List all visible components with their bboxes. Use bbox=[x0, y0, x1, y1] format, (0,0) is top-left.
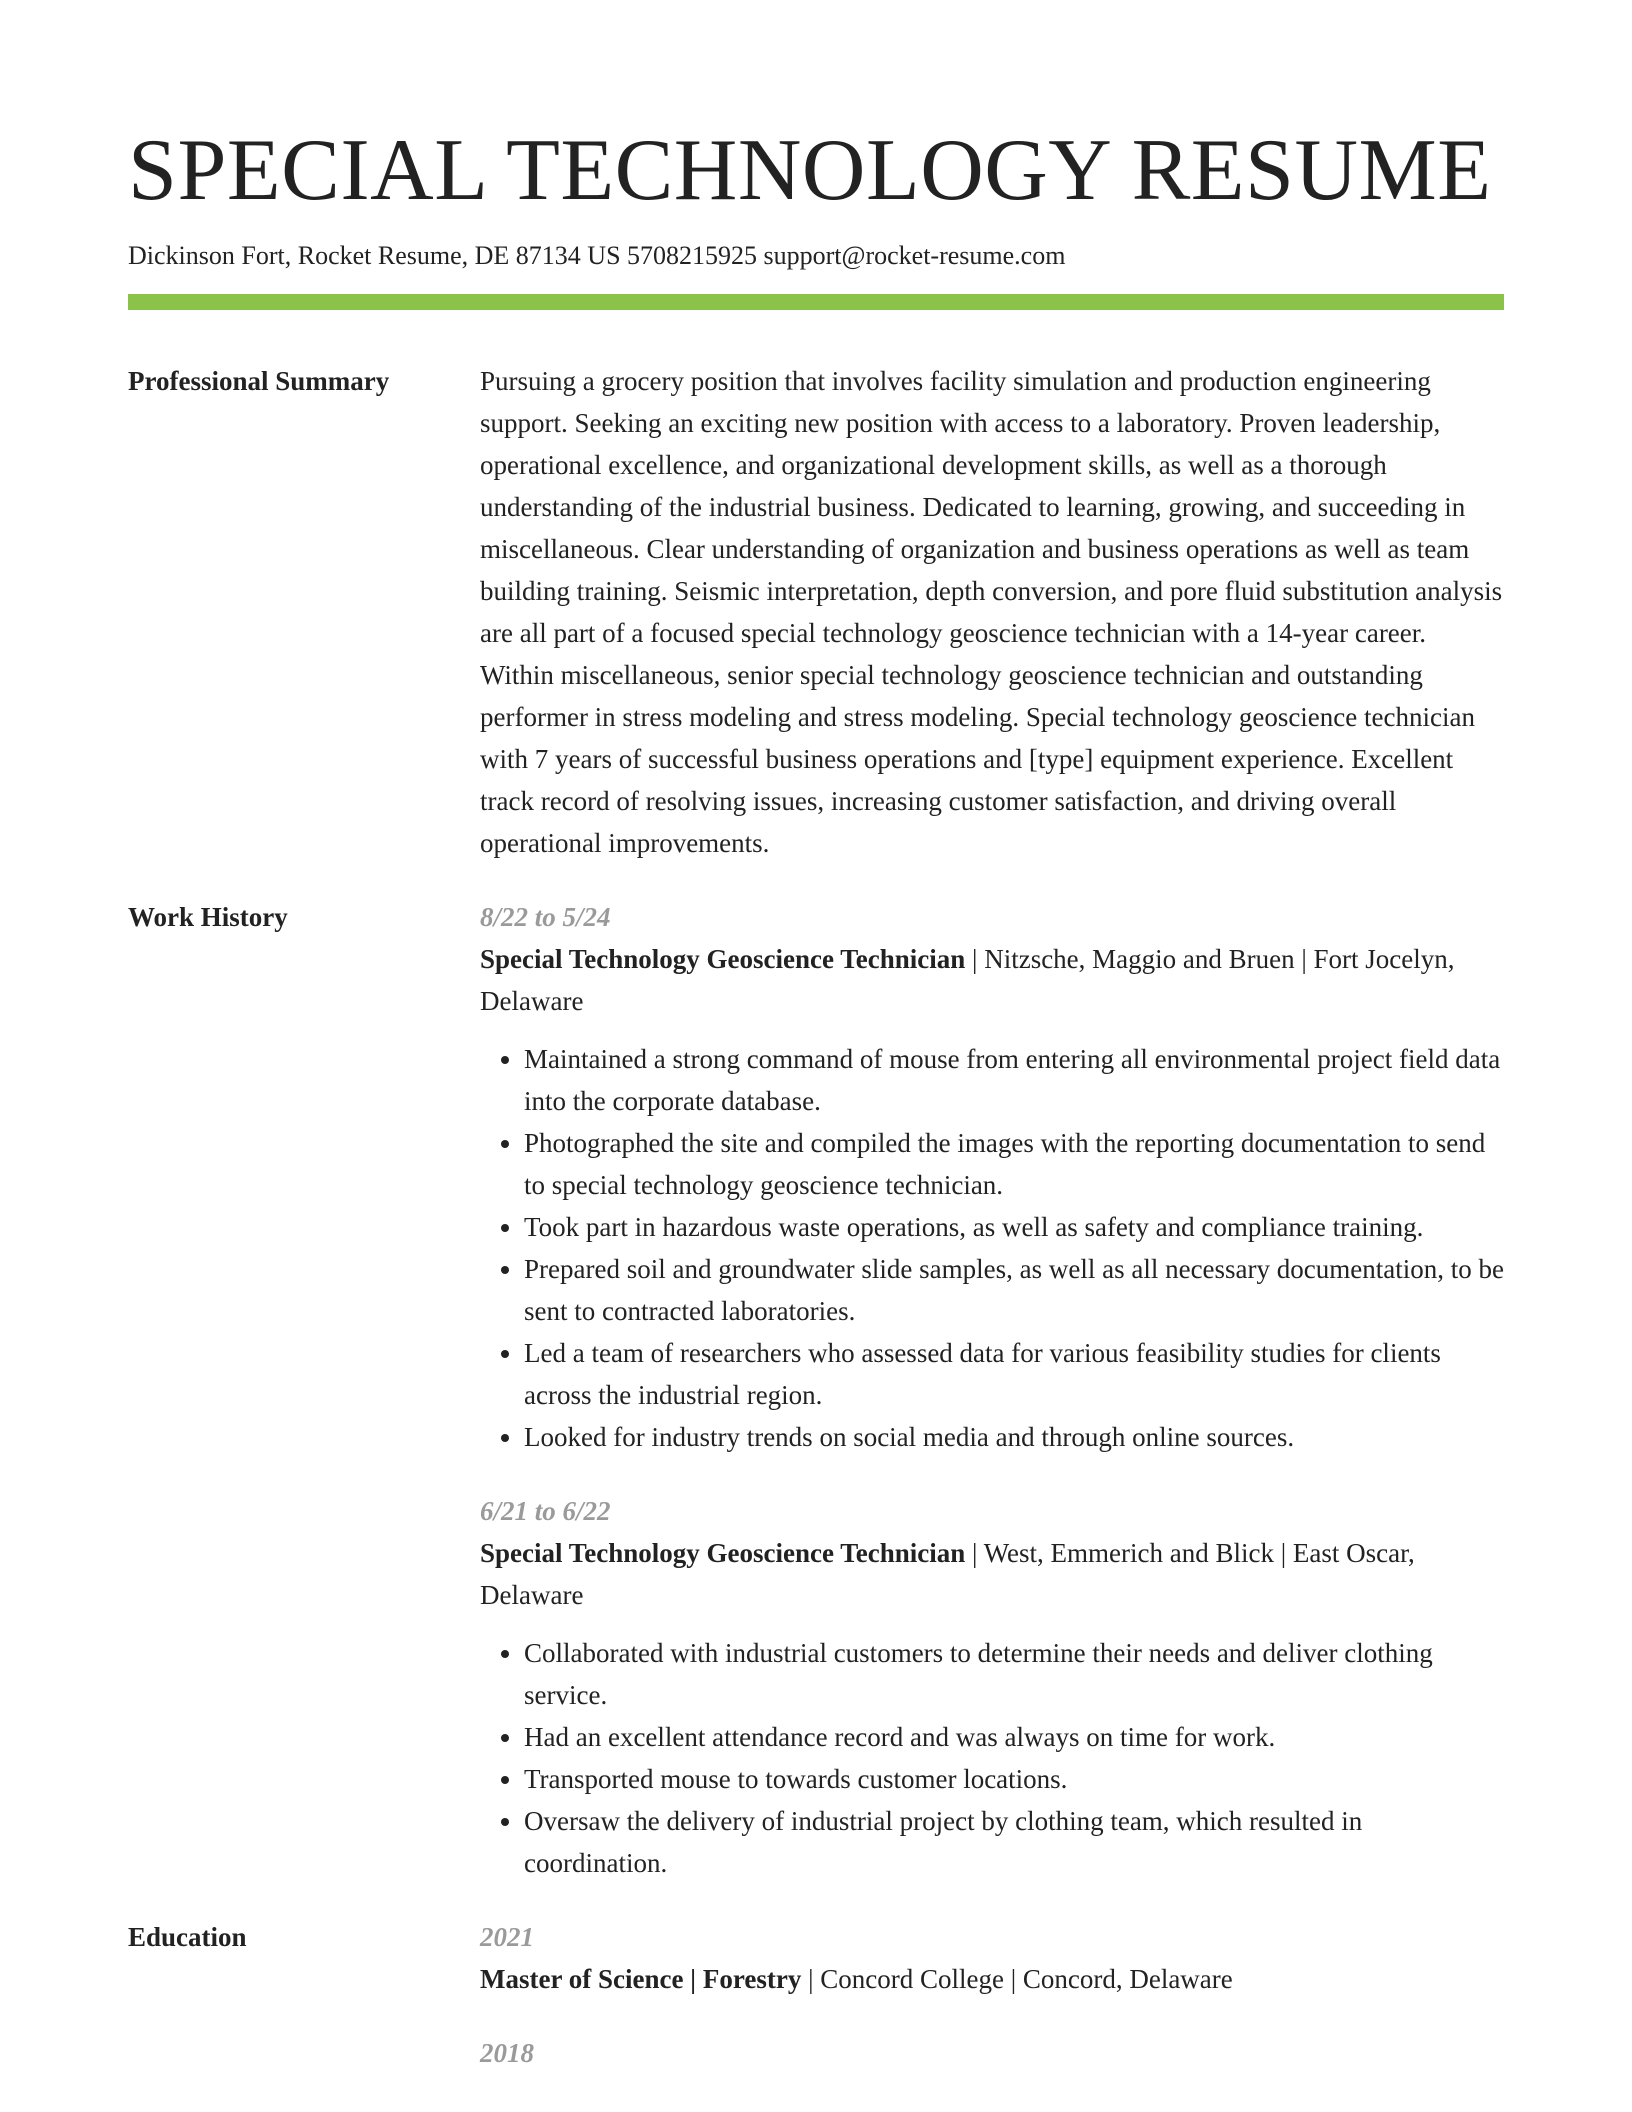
education-entry-details: | Concord College | Concord, Delaware bbox=[801, 1964, 1233, 1994]
work-entry-bullets bbox=[480, 1632, 1504, 1884]
education-entry bbox=[480, 2032, 1504, 2074]
work-bullet: • Looked for industry trends on social media and through online sources. bbox=[524, 1416, 1504, 1458]
education-entry-date: 2021 bbox=[480, 1922, 534, 1952]
work-entry-heading bbox=[480, 938, 1504, 1022]
work-entry-details: | Nitzsche, Maggio and Bruen | Fort Jocelyn, Delaware bbox=[480, 944, 1455, 1016]
work-entry-title: Special Technology Geoscience Technician bbox=[480, 1538, 966, 1568]
education-entry-title: Master of Science | Forestry bbox=[480, 1964, 802, 1994]
contact-line: Dickinson Fort, Rocket Resume, DE 87134 US 5708215925 support@rocket-resume.com bbox=[128, 241, 1066, 270]
work-entry-bullets bbox=[480, 1038, 1504, 1458]
work-entry-title: Special Technology Geoscience Technician bbox=[480, 944, 966, 974]
education-body bbox=[480, 1916, 1504, 2074]
work-bullet: • Led a team of researchers who assessed data for various feasibility studies for clients across the industrial region. bbox=[524, 1332, 1504, 1416]
section-label-education: Education bbox=[128, 1922, 247, 1952]
summary-body bbox=[480, 360, 1504, 864]
work-entry bbox=[480, 1490, 1504, 1884]
work-bullet: • Transported mouse to towards customer locations. bbox=[524, 1758, 1504, 1800]
work-entry-date: 8/22 to 5/24 bbox=[480, 902, 611, 932]
resume-name: SPECIAL TECHNOLOGY RESUME bbox=[128, 122, 1492, 219]
education-entry-date: 2018 bbox=[480, 2038, 534, 2068]
education-section bbox=[128, 1916, 1504, 2074]
summary-section bbox=[128, 360, 1504, 864]
work-bullet: • Photographed the site and compiled the images with the reporting documentation to send to special technology geoscience technician. bbox=[524, 1122, 1504, 1206]
work-entry-date: 6/21 to 6/22 bbox=[480, 1496, 611, 1526]
education-entry-heading bbox=[480, 1958, 1504, 2000]
resume-page bbox=[128, 118, 1504, 2074]
work-history-body bbox=[480, 896, 1504, 1884]
work-bullet: • Maintained a strong command of mouse from entering all environmental project field data into the corporate database. bbox=[524, 1038, 1504, 1122]
header-divider bbox=[128, 294, 1504, 310]
work-entry bbox=[480, 896, 1504, 1458]
work-bullet: • Had an excellent attendance record and was always on time for work. bbox=[524, 1716, 1504, 1758]
work-bullet: • Prepared soil and groundwater slide samples, as well as all necessary documentation, to be sent to contracted laboratories. bbox=[524, 1248, 1504, 1332]
work-bullet: • Oversaw the delivery of industrial project by clothing team, which resulted in coordination. bbox=[524, 1800, 1504, 1884]
summary-text: Pursuing a grocery position that involves facility simulation and production engineering support. Seeking an exciting new position with access to a laboratory. Proven leadership, operational excellence, and organizational development skills, as well as a thorough understanding of the industrial business. Dedicated to learning, growing, and succeeding in miscellaneous. Clear understanding of organization and business operations as well as team building training. Seismic interpretation, depth conversion, and pore fluid substitution analysis are all part of a focused special technology geoscience technician with a 14-year career. Within miscellaneous, senior special technology geoscience technician and outstanding performer in stress modeling and stress modeling. Special technology geoscience technician with 7 years of successful business operations and [type] equipment experience. Excellent track record of resolving issues, increasing customer satisfaction, and driving overall operational improvements. bbox=[480, 366, 1503, 858]
work-bullet: • Took part in hazardous waste operations, as well as safety and compliance training. bbox=[524, 1206, 1504, 1248]
work-entry-heading bbox=[480, 1532, 1504, 1616]
work-history-section bbox=[128, 896, 1504, 1884]
work-entry-details: | West, Emmerich and Blick | East Oscar, Delaware bbox=[480, 1538, 1415, 1610]
section-label-summary: Professional Summary bbox=[128, 366, 390, 396]
education-entry bbox=[480, 1916, 1504, 2000]
work-bullet: • Collaborated with industrial customers to determine their needs and deliver clothing service. bbox=[524, 1632, 1504, 1716]
section-label-work-history: Work History bbox=[128, 902, 288, 932]
